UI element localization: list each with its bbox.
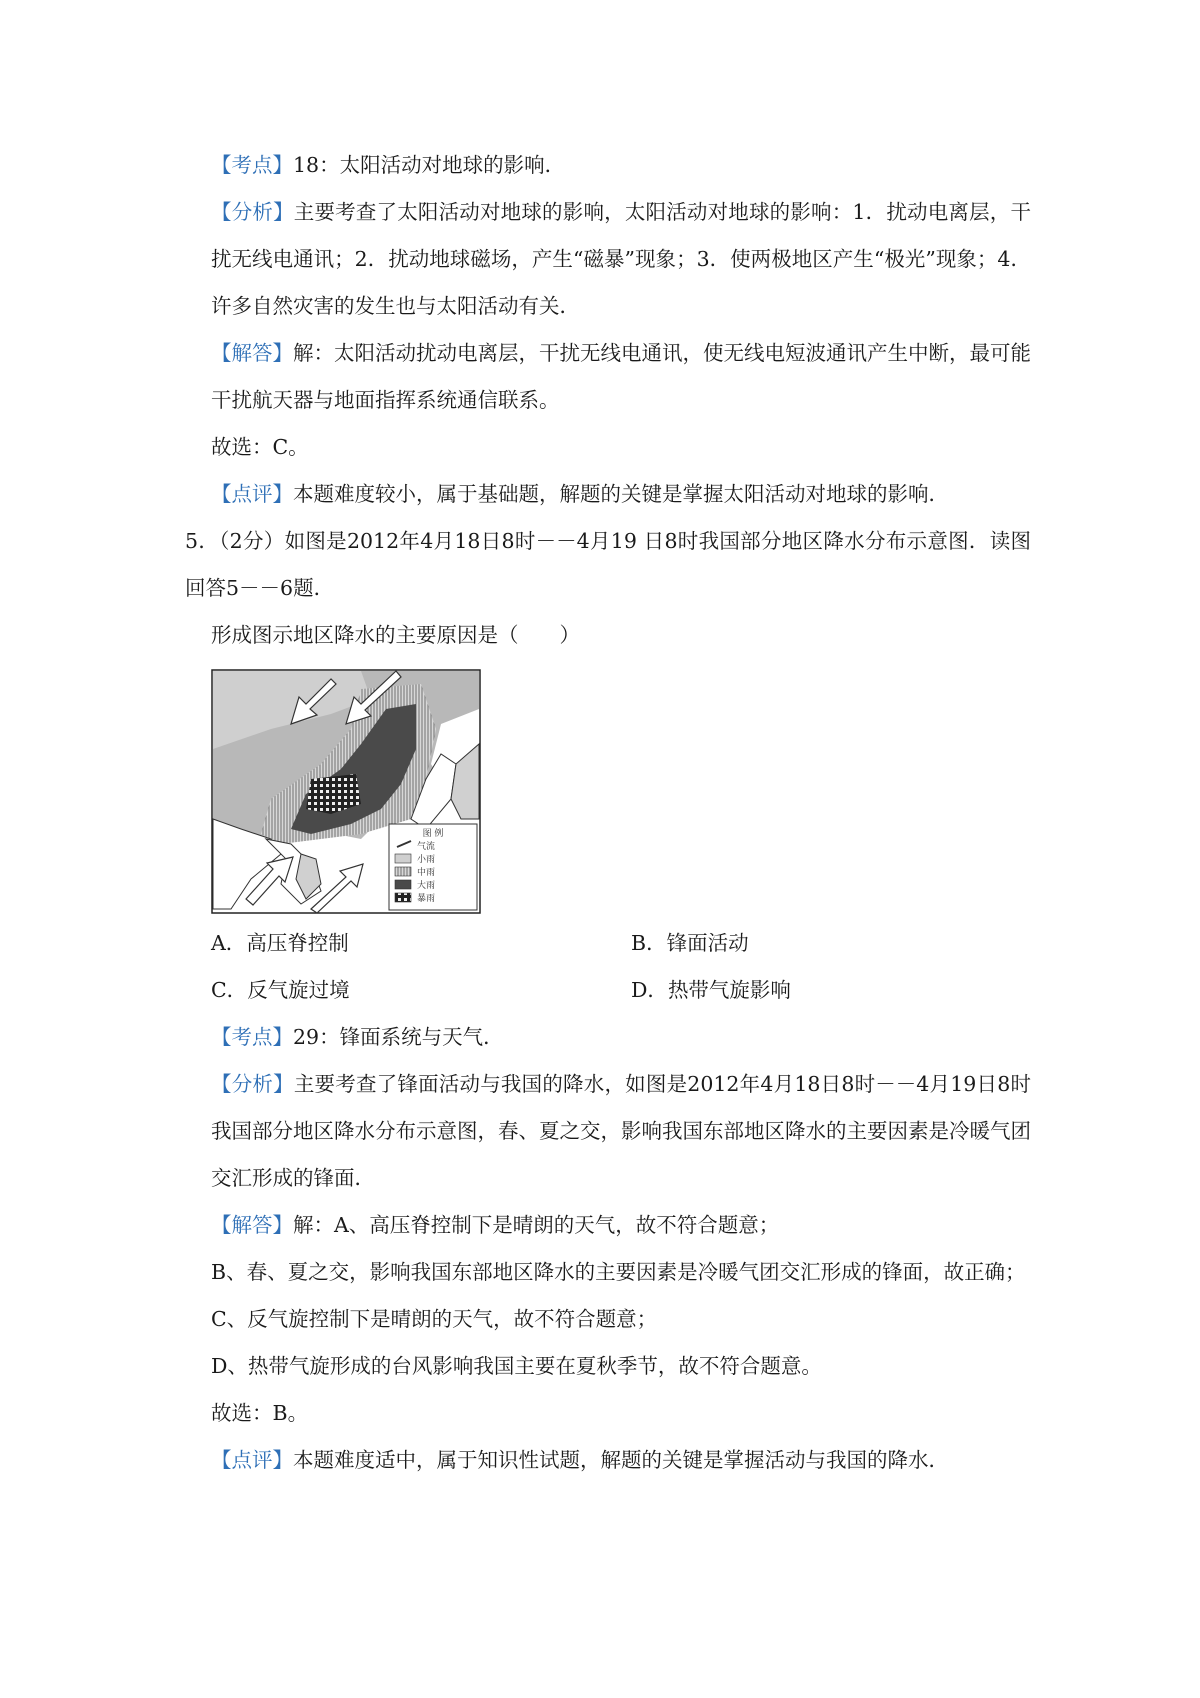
fenxi-1	[211, 189, 1031, 330]
answer-options	[211, 920, 1031, 1014]
kaodian-text: 18：太阳活动对地球的影响．	[293, 153, 566, 177]
answer-line-c: C、反气旋控制下是晴朗的天气，故不符合题意；	[211, 1307, 658, 1331]
kaodian-tag: 【考点】	[211, 1025, 293, 1049]
fenxi-text: 主要考查了锋面活动与我国的降水，如图是2012年4月18日8时－－4月19日8时我国部分地区降水分布示意图，春、夏之交，影响我国东部地区降水的主要因素是冷暖气团交汇形成的锋面．	[211, 1072, 1032, 1190]
legend-airflow: 气流	[417, 842, 436, 852]
fenxi-2	[211, 1061, 1031, 1202]
legend-title: 图 例	[422, 829, 444, 839]
fenxi-tag: 【分析】	[211, 200, 294, 224]
option-a: A．高压脊控制	[211, 931, 349, 955]
legend-heavy-rain: 大雨	[417, 881, 436, 891]
dianping-1	[211, 471, 1031, 518]
jieda-2	[211, 1202, 1031, 1249]
dianping-text: 本题难度适中，属于知识性试题，解题的关键是掌握活动与我国的降水．	[293, 1448, 949, 1472]
kaodian-text: 29：锋面系统与天气．	[293, 1025, 504, 1049]
map-figure	[211, 669, 481, 914]
dianping-tag: 【点评】	[211, 482, 293, 506]
jieda-1	[211, 330, 1031, 424]
jieda-tag: 【解答】	[211, 1213, 293, 1237]
jieda-text: 解：A、高压脊控制下是晴朗的天气，故不符合题意；	[293, 1213, 780, 1237]
document-body	[185, 142, 1032, 1484]
map-legend	[389, 824, 477, 910]
dianping-tag: 【点评】	[211, 1448, 293, 1472]
answer-line-b: B、春、夏之交，影响我国东部地区降水的主要因素是冷暖气团交汇形成的锋面，故正确；	[211, 1260, 1026, 1284]
kaodian-1	[211, 142, 1031, 189]
answer-line-d: D、热带气旋形成的台风影响我国主要在夏秋季节，故不符合题意。	[211, 1354, 822, 1378]
legend-moderate-rain: 中雨	[417, 868, 436, 878]
kaodian-tag: 【考点】	[211, 153, 293, 177]
guxuan-1: 故选：C。	[211, 435, 309, 459]
option-b: B．锋面活动	[631, 931, 749, 955]
question-5-sub: 形成图示地区降水的主要原因是（ ）	[211, 623, 580, 647]
jieda-tag: 【解答】	[211, 341, 293, 365]
precipitation-map	[211, 669, 481, 914]
option-c: C．反气旋过境	[211, 978, 350, 1002]
legend-light-rain: 小雨	[417, 855, 436, 865]
guxuan-2: 故选：B。	[211, 1401, 309, 1425]
dianping-2	[211, 1437, 1031, 1484]
jieda-text: 解：太阳活动扰动电离层，干扰无线电通讯，使无线电短波通讯产生中断，最可能干扰航天器与地面指挥系统通信联系。	[211, 341, 1031, 412]
fenxi-tag: 【分析】	[211, 1072, 294, 1096]
fenxi-text: 主要考查了太阳活动对地球的影响，太阳活动对地球的影响：1．扰动电离层，干扰无线电通讯；2．扰动地球磁场，产生“磁暴”现象；3．使两极地区产生“极光”现象；4．许多自然灾害的发生也与太阳活动有关．	[211, 200, 1031, 318]
legend-rainstorm: 暴雨	[417, 894, 436, 904]
question-5-stem: 5．（2分）如图是2012年4月18日8时－－4月19 日8时我国部分地区降水分布示意图．读图回答5－－6题．	[185, 529, 1031, 600]
dianping-text: 本题难度较小，属于基础题，解题的关键是掌握太阳活动对地球的影响．	[293, 482, 949, 506]
kaodian-2	[211, 1014, 1031, 1061]
option-d: D．热带气旋影响	[631, 978, 791, 1002]
